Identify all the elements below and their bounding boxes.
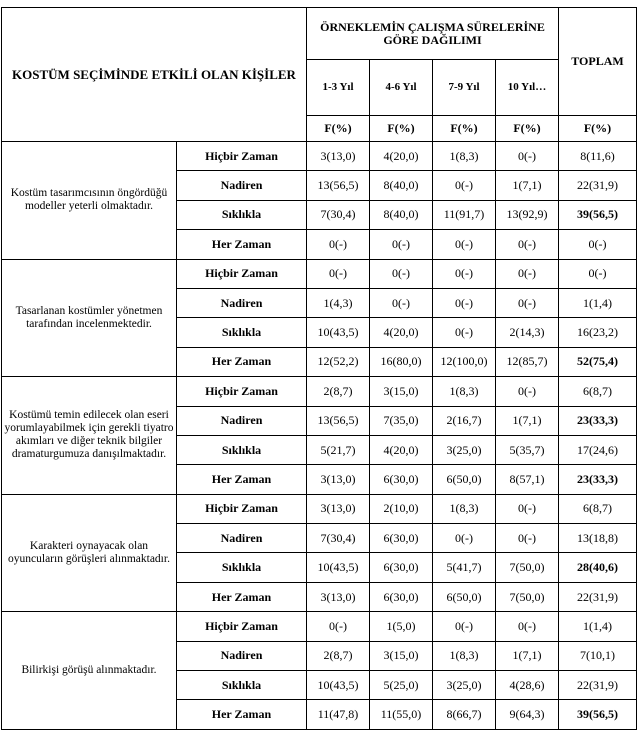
value-cell: 8(40,0) — [370, 171, 433, 200]
frequency-label: Hiçbir Zaman — [177, 494, 307, 523]
year-header: 10 Yıl… — [496, 60, 559, 116]
frequency-label: Sıklıkla — [177, 200, 307, 229]
f-label: F(%) — [370, 116, 433, 142]
value-cell: 1(7,1) — [496, 406, 559, 435]
value-cell: 1(4,3) — [307, 288, 370, 317]
value-cell: 6(30,0) — [370, 524, 433, 553]
value-cell: 8(66,7) — [433, 700, 496, 729]
frequency-label: Nadiren — [177, 171, 307, 200]
total-cell: 22(31,9) — [559, 671, 637, 700]
total-cell: 6(8,7) — [559, 494, 637, 523]
frequency-label: Sıklıkla — [177, 318, 307, 347]
value-cell: 5(21,7) — [307, 435, 370, 464]
question-cell: Karakteri oynayacak olan oyuncuların görüşleri alınmaktadır. — [2, 494, 177, 612]
frequency-label: Hiçbir Zaman — [177, 259, 307, 288]
frequency-label: Nadiren — [177, 524, 307, 553]
value-cell: 2(8,7) — [307, 377, 370, 406]
value-cell: 9(64,3) — [496, 700, 559, 729]
total-cell: 23(33,3) — [559, 406, 637, 435]
value-cell: 4(20,0) — [370, 435, 433, 464]
value-cell: 11(55,0) — [370, 700, 433, 729]
total-cell: 1(1,4) — [559, 288, 637, 317]
value-cell: 0(-) — [496, 612, 559, 641]
value-cell: 13(56,5) — [307, 406, 370, 435]
value-cell: 10(43,5) — [307, 318, 370, 347]
value-cell: 1(5,0) — [370, 612, 433, 641]
value-cell: 0(-) — [496, 142, 559, 171]
value-cell: 0(-) — [307, 230, 370, 259]
header-row-1 — [2, 8, 637, 60]
table-row — [2, 377, 637, 406]
value-cell: 2(8,7) — [307, 641, 370, 670]
value-cell: 0(-) — [496, 230, 559, 259]
value-cell: 0(-) — [370, 288, 433, 317]
frequency-label: Hiçbir Zaman — [177, 377, 307, 406]
table-row — [2, 259, 637, 288]
value-cell: 0(-) — [433, 259, 496, 288]
value-cell: 3(15,0) — [370, 377, 433, 406]
value-cell: 12(85,7) — [496, 347, 559, 376]
value-cell: 13(56,5) — [307, 171, 370, 200]
value-cell: 2(10,0) — [370, 494, 433, 523]
value-cell: 0(-) — [433, 230, 496, 259]
value-cell: 11(47,8) — [307, 700, 370, 729]
frequency-label: Sıklıkla — [177, 671, 307, 700]
frequency-label: Nadiren — [177, 641, 307, 670]
value-cell: 0(-) — [496, 288, 559, 317]
value-cell: 3(13,0) — [307, 582, 370, 611]
value-cell: 3(13,0) — [307, 142, 370, 171]
value-cell: 0(-) — [307, 612, 370, 641]
frequency-label: Her Zaman — [177, 582, 307, 611]
value-cell: 13(92,9) — [496, 200, 559, 229]
f-label: F(%) — [496, 116, 559, 142]
value-cell: 7(50,0) — [496, 582, 559, 611]
value-cell: 4(28,6) — [496, 671, 559, 700]
value-cell: 0(-) — [433, 318, 496, 347]
value-cell: 0(-) — [370, 259, 433, 288]
value-cell: 2(16,7) — [433, 406, 496, 435]
table-row — [2, 494, 637, 523]
value-cell: 16(80,0) — [370, 347, 433, 376]
value-cell: 0(-) — [496, 377, 559, 406]
value-cell: 0(-) — [433, 171, 496, 200]
main-title: KOSTÜM SEÇİMİNDE ETKİLİ OLAN KİŞİLER — [2, 8, 307, 142]
total-cell: 0(-) — [559, 230, 637, 259]
value-cell: 6(30,0) — [370, 465, 433, 494]
total-cell: 17(24,6) — [559, 435, 637, 464]
frequency-label: Her Zaman — [177, 465, 307, 494]
value-cell: 12(52,2) — [307, 347, 370, 376]
frequency-label: Sıklıkla — [177, 553, 307, 582]
frequency-label: Hiçbir Zaman — [177, 142, 307, 171]
total-cell: 22(31,9) — [559, 171, 637, 200]
year-header: 4-6 Yıl — [370, 60, 433, 116]
total-cell: 1(1,4) — [559, 612, 637, 641]
value-cell: 1(7,1) — [496, 171, 559, 200]
value-cell: 3(13,0) — [307, 465, 370, 494]
table-row — [2, 142, 637, 171]
total-cell: 23(33,3) — [559, 465, 637, 494]
year-header: 7-9 Yıl — [433, 60, 496, 116]
value-cell: 0(-) — [433, 612, 496, 641]
value-cell: 6(50,0) — [433, 582, 496, 611]
total-cell: 13(18,8) — [559, 524, 637, 553]
value-cell: 7(50,0) — [496, 553, 559, 582]
value-cell: 4(20,0) — [370, 318, 433, 347]
value-cell: 1(8,3) — [433, 494, 496, 523]
total-cell: 7(10,1) — [559, 641, 637, 670]
question-cell: Tasarlanan kostümler yönetmen tarafından incelenmektedir. — [2, 259, 177, 377]
total-cell: 8(11,6) — [559, 142, 637, 171]
frequency-label: Nadiren — [177, 288, 307, 317]
value-cell: 5(25,0) — [370, 671, 433, 700]
table-row — [2, 612, 637, 641]
total-cell: 16(23,2) — [559, 318, 637, 347]
question-cell: Bilirkişi görüşü alınmaktadır. — [2, 612, 177, 730]
group-title: ÖRNEKLEMİN ÇALIŞMA SÜRELERİNE GÖRE DAĞILIMI — [307, 8, 559, 60]
total-cell: 0(-) — [559, 259, 637, 288]
value-cell: 4(20,0) — [370, 142, 433, 171]
total-cell: 39(56,5) — [559, 200, 637, 229]
value-cell: 0(-) — [496, 524, 559, 553]
value-cell: 10(43,5) — [307, 671, 370, 700]
value-cell: 8(40,0) — [370, 200, 433, 229]
value-cell: 1(8,3) — [433, 641, 496, 670]
frequency-label: Nadiren — [177, 406, 307, 435]
value-cell: 7(30,4) — [307, 200, 370, 229]
value-cell: 3(25,0) — [433, 671, 496, 700]
question-cell: Kostümü temin edilecek olan eseri yorumlayabilmek için gerekli tiyatro akımları ve diğer teknik bilgiler dramaturgumuza danışılmaktadır. — [2, 377, 177, 495]
total-cell: 39(56,5) — [559, 700, 637, 729]
table-body — [2, 142, 637, 730]
frequency-label: Hiçbir Zaman — [177, 612, 307, 641]
value-cell: 0(-) — [370, 230, 433, 259]
value-cell: 5(41,7) — [433, 553, 496, 582]
total-cell: 52(75,4) — [559, 347, 637, 376]
value-cell: 8(57,1) — [496, 465, 559, 494]
f-label: F(%) — [433, 116, 496, 142]
value-cell: 11(91,7) — [433, 200, 496, 229]
value-cell: 1(8,3) — [433, 377, 496, 406]
frequency-label: Sıklıkla — [177, 435, 307, 464]
value-cell: 3(15,0) — [370, 641, 433, 670]
f-label: F(%) — [307, 116, 370, 142]
value-cell: 0(-) — [496, 259, 559, 288]
value-cell: 6(50,0) — [433, 465, 496, 494]
value-cell: 3(13,0) — [307, 494, 370, 523]
value-cell: 6(30,0) — [370, 582, 433, 611]
question-cell: Kostüm tasarımcısının öngördüğü modeller yeterli olmaktadır. — [2, 142, 177, 260]
value-cell: 5(35,7) — [496, 435, 559, 464]
value-cell: 0(-) — [433, 288, 496, 317]
value-cell: 0(-) — [496, 494, 559, 523]
f-label: F(%) — [559, 116, 637, 142]
value-cell: 3(25,0) — [433, 435, 496, 464]
value-cell: 12(100,0) — [433, 347, 496, 376]
frequency-label: Her Zaman — [177, 347, 307, 376]
frequency-label: Her Zaman — [177, 700, 307, 729]
value-cell: 7(35,0) — [370, 406, 433, 435]
frequency-label: Her Zaman — [177, 230, 307, 259]
value-cell: 1(7,1) — [496, 641, 559, 670]
value-cell: 6(30,0) — [370, 553, 433, 582]
total-cell: 22(31,9) — [559, 582, 637, 611]
value-cell: 10(43,5) — [307, 553, 370, 582]
year-header: 1-3 Yıl — [307, 60, 370, 116]
value-cell: 0(-) — [307, 259, 370, 288]
total-header: TOPLAM — [559, 8, 637, 116]
frequency-table — [1, 7, 637, 730]
value-cell: 1(8,3) — [433, 142, 496, 171]
value-cell: 2(14,3) — [496, 318, 559, 347]
value-cell: 7(30,4) — [307, 524, 370, 553]
total-cell: 28(40,6) — [559, 553, 637, 582]
total-cell: 6(8,7) — [559, 377, 637, 406]
value-cell: 0(-) — [433, 524, 496, 553]
